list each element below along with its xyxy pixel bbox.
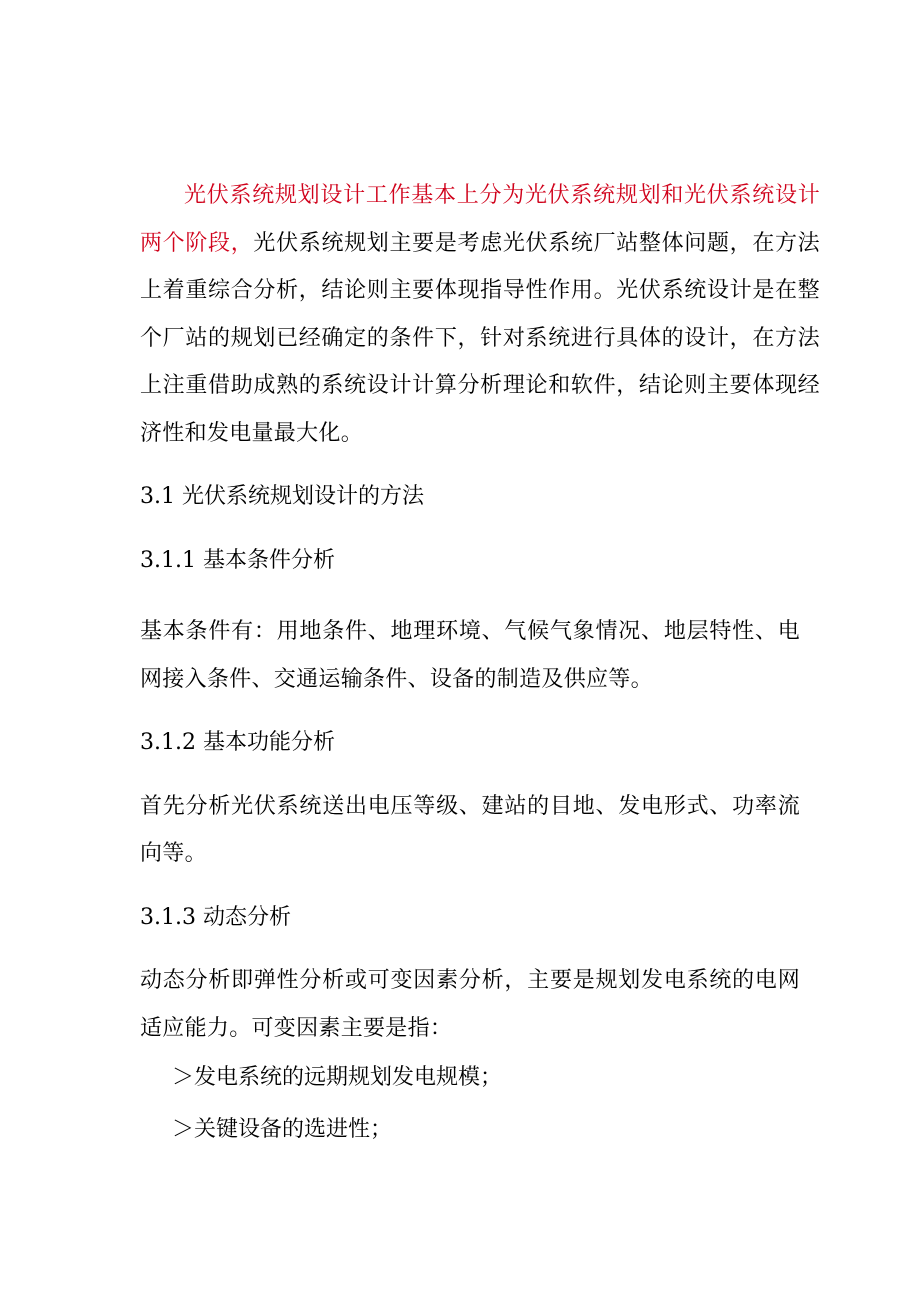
heading-3-1-3: 3.1.3 动态分析	[140, 904, 291, 930]
intro-paragraph	[140, 172, 820, 457]
intro-rest: 光伏系统规划主要是考虑光伏系统厂站整体问题，在方法上着重综合分析，结论则主要体现指导性作用。光伏系统设计是在整个厂站的规划已经确定的条件下，针对系统进行具体的设计，在方法上注重借助成熟的系统设计计算分析理论和软件，结论则主要体现经济性和发电量最大化。	[140, 230, 820, 446]
body-3-1-2: 首先分析光伏系统送出电压等级、建站的目地、发电形式、功率流向等。	[140, 793, 800, 866]
body-3-1-3: 动态分析即弹性分析或可变因素分析，主要是规划发电系统的电网适应能力。可变因素主要是指：	[140, 968, 800, 1041]
intro-highlight: 光伏系统规划设计工作基本上分为光伏系统规划和光伏系统设计两个阶段，	[140, 183, 820, 256]
heading-3-1-1: 3.1.1 基本条件分析	[140, 547, 335, 573]
body-3-1-1: 基本条件有：用地条件、地理环境、气候气象情况、地层特性、电网接入条件、交通运输条件、设备的制造及供应等。	[140, 619, 800, 692]
bullet-item: ＞关键设备的选进性；	[172, 1117, 393, 1142]
bullet-item: ＞发电系统的远期规划发电规模；	[172, 1065, 503, 1090]
heading-3-1-2: 3.1.2 基本功能分析	[140, 730, 335, 755]
heading-3-1: 3.1 光伏系统规划设计的方法	[140, 484, 424, 509]
document-page	[140, 172, 820, 1156]
